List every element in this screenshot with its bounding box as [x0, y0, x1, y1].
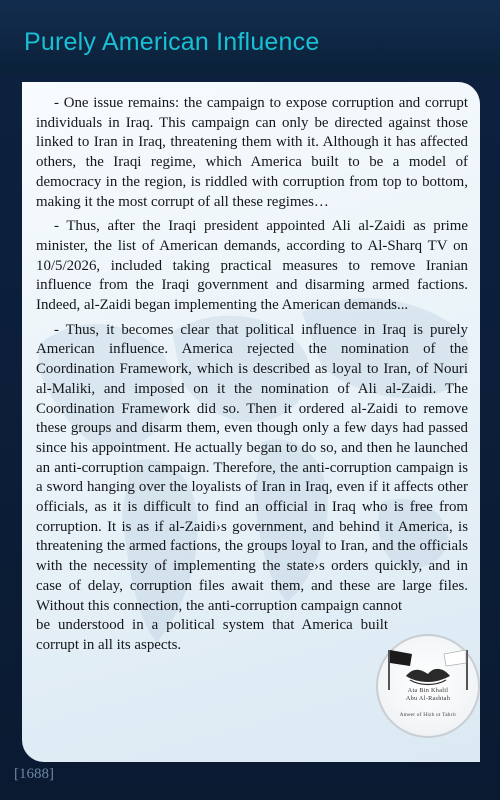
author-seal: [376, 634, 480, 738]
page-title: Purely American Influence: [24, 28, 320, 56]
paragraph: - Thus, after the Iraqi president appointed Ali al-Zaidi as prime minister, the list of American demands, according to Al-Sharq TV on 10/5/2026, included taking practical measures to remove Iranian influence from the Iraqi government and disarming armed factions. Indeed, al-Zaidi began implementing the American demands...: [36, 218, 468, 314]
seal-name-line-1: Ata Bin Khalil: [407, 687, 449, 694]
paragraph: - One issue remains: the campaign to expose corruption and corrupt individuals in Iraq. This campaign can only be directed against those linked to Iran in Iraq, threatening them with it. Although it has affected others, the Iraqi regime, which America built to be a model of democracy in the region, is riddled with corruption from top to bottom, making it the most corrupt of all these regimes…: [36, 95, 468, 210]
header-bar: [0, 0, 500, 76]
paragraph-end: be understood in a political system that America built corrupt in all its aspects.: [36, 617, 388, 653]
seal-name-line-2: Abu Al-Rashtah: [405, 695, 451, 702]
issue-number: [1688]: [14, 766, 54, 782]
article-body: [36, 94, 468, 661]
paragraph: - Thus, it becomes clear that political influence in Iraq is purely American influence. America rejected the nomination of the Coordination Framework, which is described as loyal to Iran, of Nouri al-Maliki, and imposed on it the nomination of Ali al-Zaidi. The Coordination Framework did so. Then it ordered al-Zaidi to remove these groups and disarm them, even though only a few days had passed since his appointment. He actually began to do so, and then he launched an anti-corruption campaign. Therefore, the anti-corruption campaign is a sword hanging over the loyalists of Iran in Iraq, even if it affects other officials, as it is difficult to find an official in Iraq who is free from corruption. It is as if al-Zaidi›s government, and behind it America, is threatening the armed factions, the groups loyal to Iran, and the officials with the necessity of implementing the state›s orders quickly, and in case of delay, corruption files await them, and these are large files. Without this connection, the anti-corruption campaign cannot: [36, 321, 468, 614]
seal-role: Ameer of Hizb ut Tahrir: [399, 712, 457, 718]
seal-emblem-icon: [378, 636, 478, 736]
